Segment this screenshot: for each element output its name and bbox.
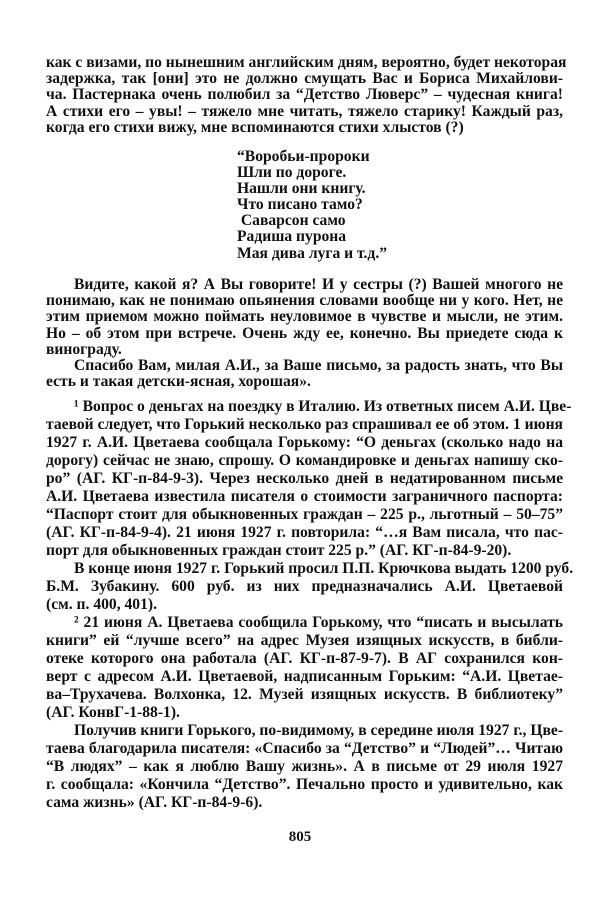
text-line: (см. п. 400, 401). xyxy=(46,596,157,613)
paragraph xyxy=(46,54,567,136)
text-line: винограду. xyxy=(46,340,122,358)
poem-line: Мая дива луга и т.д.” xyxy=(237,244,388,262)
page-number: 805 xyxy=(288,829,312,845)
paragraph xyxy=(46,277,563,358)
text-line: Получив книги Горького, по-видимому, в середине июля 1927 г., Цве- xyxy=(74,722,564,739)
footnote-paragraph xyxy=(46,614,563,722)
text-line: (АГ. КГ-п-84-9-4). 21 июня 1927 г. повторила: “…я Вам писала, что пас- xyxy=(46,524,563,541)
text-line: когда его стихи вижу, мне вспоминаются стихи хлыстов (?) xyxy=(46,118,464,136)
text-line: ва–Трухачева. Волхонка, 12. Музей изящных искусств. В библиотеку” xyxy=(46,686,563,703)
text-line: понимаю, как не понимаю опьянения словами вообще ни у кого. Нет, не xyxy=(46,292,563,310)
text-line: таевой следует, что Горький несколько раз спрашивал ее об этом. 1 июня xyxy=(46,416,563,433)
footnote-paragraph xyxy=(46,722,563,812)
footnote-paragraph xyxy=(46,560,574,614)
text-line: ¹ Вопрос о деньгах на поездку в Италию. Из ответных писем А.И. Цве- xyxy=(74,398,572,415)
text-line: сама жизнь» (АГ. КГ-п-84-9-6). xyxy=(46,794,263,811)
poem-quote xyxy=(237,149,387,262)
poem-line: “Воробьи-пророки xyxy=(237,148,370,165)
footnote-paragraph xyxy=(46,398,572,560)
text-line: А.И. Цветаева известила писателя о стоимости заграничного паспорта: xyxy=(46,488,563,505)
text-line: Но – об этом при встрече. Очень жду ее, конечно. Вы приедете сюда к xyxy=(46,324,563,342)
letter-text xyxy=(46,54,567,136)
text-line: отеке которого она работала (АГ. КГ-п-87-9-7). В АГ сохранился кон- xyxy=(46,650,563,667)
text-line: 1927 г. А.И. Цветаева сообщала Горькому: “О деньгах (сколько надо на xyxy=(46,434,563,451)
poem-line: Саварсон само xyxy=(237,212,346,230)
poem-line: Нашли они книгу. xyxy=(237,180,366,198)
text-line: “В людях” – как я люблю Вашу жизнь». А в письме от 29 июля 1927 xyxy=(46,758,563,775)
text-line: Видите, какой я? А Вы говорите! И у сестры (?) Вашей многого не xyxy=(74,276,563,293)
text-line: порт для обыкновенных граждан стоит 225 р.” (АГ. КГ-п-84-9-20). xyxy=(46,542,512,559)
text-line: “Паспорт стоит для обыкновенных граждан – 225 р., льготный – 50–75” xyxy=(46,506,563,523)
text-line: есть и такая детски-ясная, хорошая». xyxy=(46,373,311,391)
text-line: Спасибо Вам, милая А.И., за Ваше письмо, за радость знать, что Вы xyxy=(74,356,563,374)
poem-line: Что писано тамо? xyxy=(237,196,363,214)
text-line: А стихи его – увы! – тяжело мне читать, тяжело старику! Каждый раз, xyxy=(46,102,563,120)
footnotes xyxy=(46,398,574,812)
paragraph xyxy=(46,358,563,390)
text-line: Б.М. Зубакину. 600 руб. из них предназначались А.И. Цветаевой xyxy=(46,578,563,595)
text-line: этим приемом можно поймать неуловимое в чувстве и мысли, не этим. xyxy=(46,308,563,326)
text-line: книги” ей “лучше всего” на адрес Музея изящных искусств, в библи- xyxy=(46,632,563,649)
text-line: как с визами, по нынешним английским дням, вероятно, будет некоторая xyxy=(46,54,567,71)
text-line: задержка, так [они] это не должно смущать Вас и Бориса Михайлови- xyxy=(46,70,563,88)
text-line: (АГ. КонвГ-1-88-1). xyxy=(46,704,180,721)
text-line: ча. Пастернака очень полюбил за “Детство Люверс” – чудесная книга! xyxy=(46,86,563,104)
text-line: г. сообщала: «Кончила “Детство”. Печально просто и удивительно, как xyxy=(46,776,563,793)
text-line: В конце июня 1927 г. Горький просил П.П. Крючкова выдать 1200 руб. xyxy=(74,560,574,577)
text-line: верт с адресом А.И. Цветаевой, надписанным Горьким: “А.И. Цветае- xyxy=(46,668,563,685)
text-line: дорогу) сейчас не знаю, спрошу. О командировке и деньгах напишу ско- xyxy=(46,452,563,469)
text-line: ² 21 июня А. Цветаева сообщила Горькому, что “писать и высылать xyxy=(74,614,563,631)
letter-text-continued xyxy=(46,277,563,390)
text-line: ро” (АГ. КГ-п-84-9-3). Через несколько дней в недатированном письме xyxy=(46,470,563,487)
text-line: таева благодарила писателя: «Спасибо за “Детство” и “Людей”… Читаю xyxy=(46,740,563,757)
poem-line: Радиша пурона xyxy=(237,228,347,246)
poem-line: Шли по дороге. xyxy=(237,164,347,182)
